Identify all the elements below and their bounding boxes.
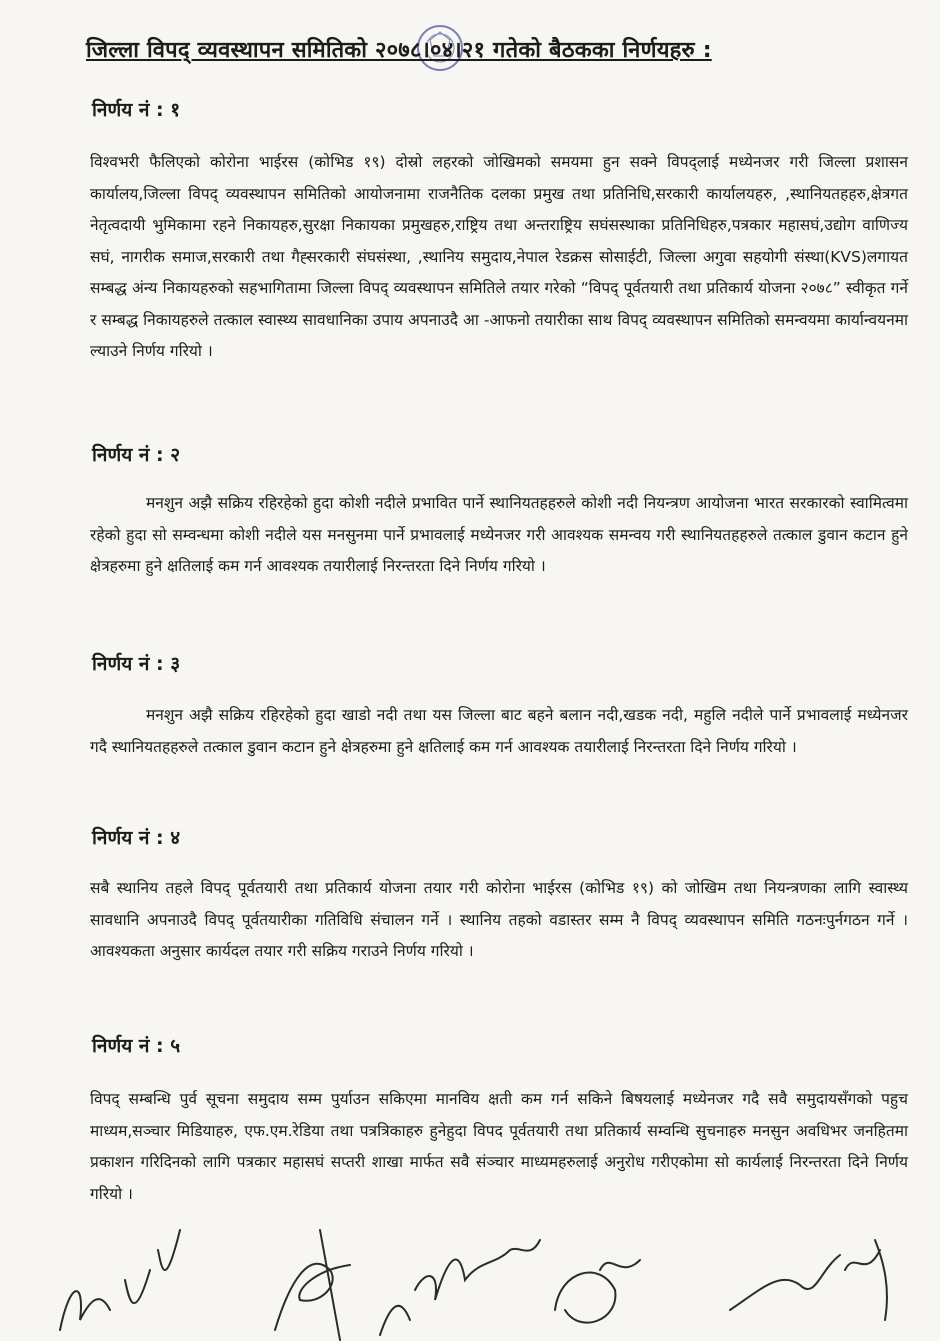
signature-1: [60, 1230, 180, 1330]
signature-5: [730, 1240, 887, 1320]
signature-4: [555, 1260, 640, 1323]
seal-icon: [370, 10, 530, 150]
decision-2-heading: निर्णय नं : २: [92, 444, 181, 466]
page-title: जिल्ला विपद् व्यवस्थापन समितिको २०७८।०४।२१ गतेको बैठकका निर्णयहरु :: [86, 38, 712, 63]
decision-5-heading: निर्णय नं : ५: [92, 1035, 181, 1057]
decision-4-heading: निर्णय नं : ४: [92, 827, 181, 849]
decision-3-heading: निर्णय नं : ३: [92, 653, 181, 675]
decision-3-text: मनशुन अझै सक्रिय रहिरहेको हुदा खाडो नदी तथा यस जिल्ला बाट बहने बलान नदी,खडक नदी, महुलि नदीले पार्ने प्रभावलाई मध्येनजर गदै स्थानियतहहरुले तत्काल डुवान कटान हुने क्षेत्रहरुमा हुने क्षतिलाई कम गर्न आवश्यक तयारीलाई निरन्तरता दिने निर्णय गरियो ।: [90, 706, 908, 756]
signatures: [40, 1210, 920, 1341]
decision-1-heading: निर्णय नं : १: [92, 99, 181, 121]
signature-2: [275, 1230, 350, 1340]
decision-4-text: सबै स्थानिय तहले विपद् पूर्वतयारी तथा प्रतिकार्य योजना तयार गरी कोरोना भाईरस (कोभिड १९) को जोखिम तथा नियन्त्रणका लागि स्वास्थ्य सावधानि अपनाउदै विपद् पूर्वतयारीका गतिविधि संचालन गर्ने । स्थानिय तहको वडास्तर सम्म नै विपद् व्यवस्थापन समिति गठनःपुर्नगठन गर्ने । आवश्यकता अनुसार कार्यदल तयार गरी सक्रिय गराउने निर्णय गरियो ।: [90, 879, 908, 960]
decision-5-text: विपद् सम्बन्धि पुर्व सूचना समुदाय सम्म पुर्याउन सकिएमा मानविय क्षती कम गर्न सकिने बिषयलाई मध्येनजर गदै सवै समुदायसँगको पहुच माध्यम,सञ्चार मिडियाहरु, एफ.एम.रेडिया तथा पत्रत्रिकाहरु हुनेहुदा विपद पूर्वतयारी तथा प्रतिकार्य सम्वन्धि सुचनाहरु मनसुन अवधिभर जनहितमा प्रकाशन गरिदिनको लागि पत्रकार महासघं सप्तरी शाखा मार्फत सवै संञ्चार माध्यमहरुलाई अनुरोध गरीएकोमा सो कार्यलाई निरन्तरता दिने निर्णय गरियो ।: [90, 1090, 908, 1203]
office-seal: [370, 10, 530, 150]
decision-1-text: विश्वभरी फैलिएको कोरोना भाईरस (कोभिड १९) दोस्रो लहरको जोखिमको समयमा हुन सक्ने विपद्लाई मध्येनजर गरी जिल्ला प्रशासन कार्यालय,जिल्ला विपद् व्यवस्थापन समितिको आयोजनामा राजनैतिक दलका प्रमुख तथा प्रतिनिधि,सरकारी कार्यालयहरु, ,स्थानियतहहरु,क्षेत्रगत नेतृत्वदायी भुमिकामा रहने निकायहरु,सुरक्षा निकायका प्रमुखहरु,राष्ट्रिय तथा अन्तराष्ट्रिय सघंसस्थाका प्रतिनिधिहरु,पत्रकार महासघं,उद्योग वाणिज्य सघं, नागरीक समाज,सरकारी तथा गैह्सरकारी संघसंस्था, ,स्थानिय समुदाय,नेपाल रेडक्रस सोसाईटी, जिल्ला अगुवा सहयोगी संस्था(KVS)लगायत सम्बद्ध अंन्य निकायहरुको सहभागितामा जिल्ला विपद् व्यवस्थापन समितिले तयार गरेको “विपद् पूर्वतयारी तथा प्रतिकार्य योजना २०७८” स्वीकृत गर्ने र सम्बद्ध निकायहरुले तत्काल स्वास्थ्य सावधानिका उपाय अपनाउदै आ -आफनो तयारीका साथ विपद् व्यवस्थापन समितिको समन्वयमा कार्यान्वयनमा ल्याउने निर्णय गरियो ।: [90, 153, 908, 360]
signature-3: [380, 1240, 540, 1335]
decision-2-text: मनशुन अझै सक्रिय रहिरहेको हुदा कोशी नदीले प्रभावित पार्ने स्थानियतहहरुले कोशी नदी नियन्त्रण आयोजना भारत सरकारको स्वामित्वमा रहेको हुदा सो सम्वन्धमा कोशी नदीले यस मनसुनमा पार्ने प्रभावलाई मध्येनजर गरी आवश्यक समन्वय गरी स्थानियतहहरुले तत्काल डुवान कटान हुने क्षेत्रहरुमा हुने क्षतिलाई कम गर्न आवश्यक तयारीलाई निरन्तरता दिने निर्णय गरियो ।: [90, 494, 908, 575]
